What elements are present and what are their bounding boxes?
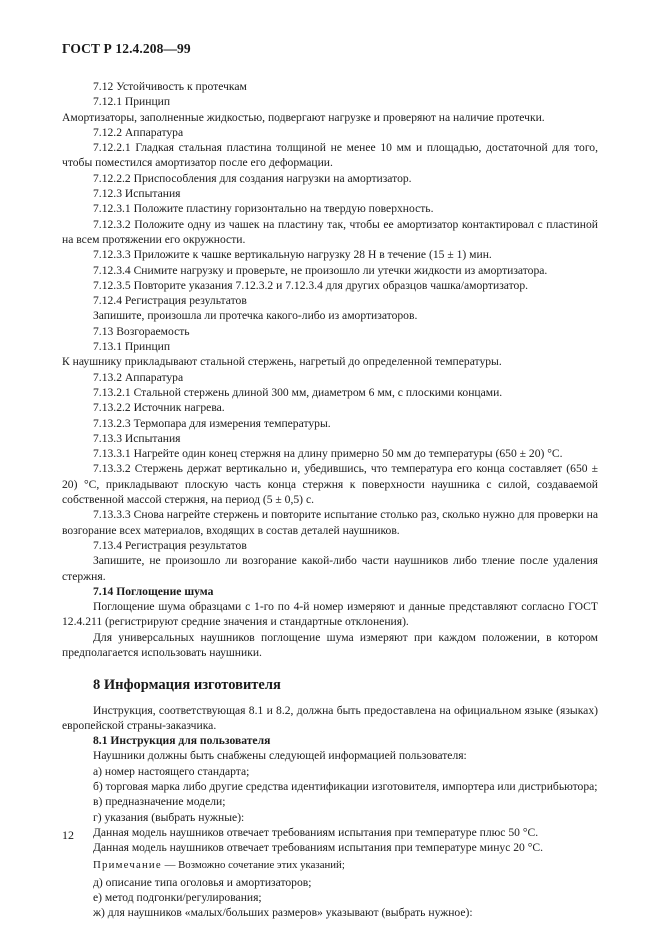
list-item: б) торговая марка либо другие средства идентификации изготовителя, импортера или дистрибьютора; [93,780,598,794]
paragraph: Поглощение шума образцами с 1-го по 4-й номер измеряют и данные представляют согласно ГОСТ 12.4.211 (регистрируют средние значения и стандартные отклонения). [62,600,598,629]
paragraph: Наушники должны быть снабжены следующей информацией пользователя: [93,749,467,763]
list-item: а) номер настоящего стандарта; [93,764,250,778]
paragraph: Запишите, не произошло ли возгорание какой-либо части наушников либо тление после удаления стержня. [62,554,598,583]
paragraph: 7.13.3.3 Снова нагрейте стержень и повторите испытание столько раз, сколько нужно для проверки на возгорание всех материалов, входящих в состав деталей наушников. [62,508,598,537]
heading-7-13-2: 7.13.2 Аппаратура [93,370,184,384]
paragraph: 7.13.3.1 Нагрейте один конец стержня на длину примерно 50 мм до температуры (650 ± 20) °С. [93,447,563,461]
heading-7-12-3: 7.12.3 Испытания [93,187,181,201]
paragraph: 7.13.3.2 Стержень держат вертикально и, убедившись, что температура его конца составляет (650 ± 20) °С, прикладывают плоскую часть конца стержня к поверхности наушника с силой, создаваемой собственной массой стержня, на период (5 ± 0,5) с. [62,462,598,507]
paragraph: 7.12.2.1 Гладкая стальная пластина толщиной не менее 10 мм и площадью, достаточной для того, чтобы поместился амортизатор после его деформации. [62,141,598,170]
paragraph: 7.12.3.2 Положите одну из чашек на пластину так, чтобы ее амортизатор контактировал с пластиной на всем протяжении его окружности. [62,217,598,246]
heading-7-13-4: 7.13.4 Регистрация результатов [93,538,247,552]
list-item: в) предназначение модели; [93,795,226,809]
paragraph: 7.13.2.1 Стальной стержень длиной 300 мм, диаметром 6 мм, с плоскими концами. [93,385,503,399]
heading-8-1: 8.1 Инструкция для пользователя [93,734,271,748]
note-label: Примечание [93,858,162,871]
note-text: — Возможно сочетание этих указаний; [161,858,345,871]
heading-7-13: 7.13 Возгораемость [93,324,190,338]
paragraph: 7.13.2.2 Источник нагрева. [93,401,225,415]
paragraph: Для универсальных наушников поглощение шума измеряют при каждом положении, в котором предполагается использовать наушники. [62,630,598,659]
paragraph: 7.12.3.3 Приложите к чашке вертикальную нагрузку 28 Н в течение (15 ± 1) мин. [93,248,492,262]
paragraph: К наушнику прикладывают стальной стержень, нагретый до определенной температуры. [62,355,502,369]
heading-7-12: 7.12 Устойчивость к протечкам [93,80,247,93]
page-number: 12 [62,828,74,842]
paragraph: 7.12.3.5 Повторите указания 7.12.3.2 и 7.12.3.4 для других образцов чашка/амортизатор. [93,278,529,292]
paragraph: Амортизаторы, заполненные жидкостью, подвергают нагрузке и проверяют на наличие протечки. [62,110,545,124]
paragraph: 7.13.2.3 Термопара для измерения температуры. [93,416,331,430]
list-item: г) указания (выбрать нужные): [93,810,245,824]
paragraph: Запишите, произошла ли протечка какого-либо из амортизаторов. [93,309,418,323]
heading-7-13-1: 7.13.1 Принцип [93,340,171,354]
heading-7-13-3: 7.13.3 Испытания [93,431,181,445]
document-body [62,79,598,921]
section-8-title: 8 Информация изготовителя [93,677,281,694]
standard-code: ГОСТ Р 12.4.208—99 [62,41,191,56]
heading-7-12-1: 7.12.1 Принцип [93,95,171,109]
heading-7-12-4: 7.12.4 Регистрация результатов [93,294,247,308]
paragraph: 7.12.3.4 Снимите нагрузку и проверьте, не произошло ли утечки жидкости из амортизатора. [93,263,548,277]
paragraph: Данная модель наушников отвечает требованиям испытания при температуре плюс 50 °С. [93,825,539,839]
paragraph: Инструкция, соответствующая 8.1 и 8.2, должна быть предоставлена на официальном языке (языках) европейской страны-заказчика. [62,703,598,732]
list-item: ж) для наушников «малых/больших размеров» указывают (выбрать нужное): [93,906,473,920]
list-item: д) описание типа оголовья и амортизаторов; [93,875,312,889]
paragraph: Данная модель наушников отвечает требованиям испытания при температуре минус 20 °С. [93,841,543,855]
heading-7-12-2: 7.12.2 Аппаратура [93,125,184,139]
note [62,858,598,873]
paragraph: 7.12.2.2 Приспособления для создания нагрузки на амортизатор. [93,171,412,185]
heading-7-14: 7.14 Поглощение шума [93,584,214,598]
paragraph: 7.12.3.1 Положите пластину горизонтально на твердую поверхность. [93,202,434,216]
list-item: е) метод подгонки/регулирования; [93,891,262,905]
